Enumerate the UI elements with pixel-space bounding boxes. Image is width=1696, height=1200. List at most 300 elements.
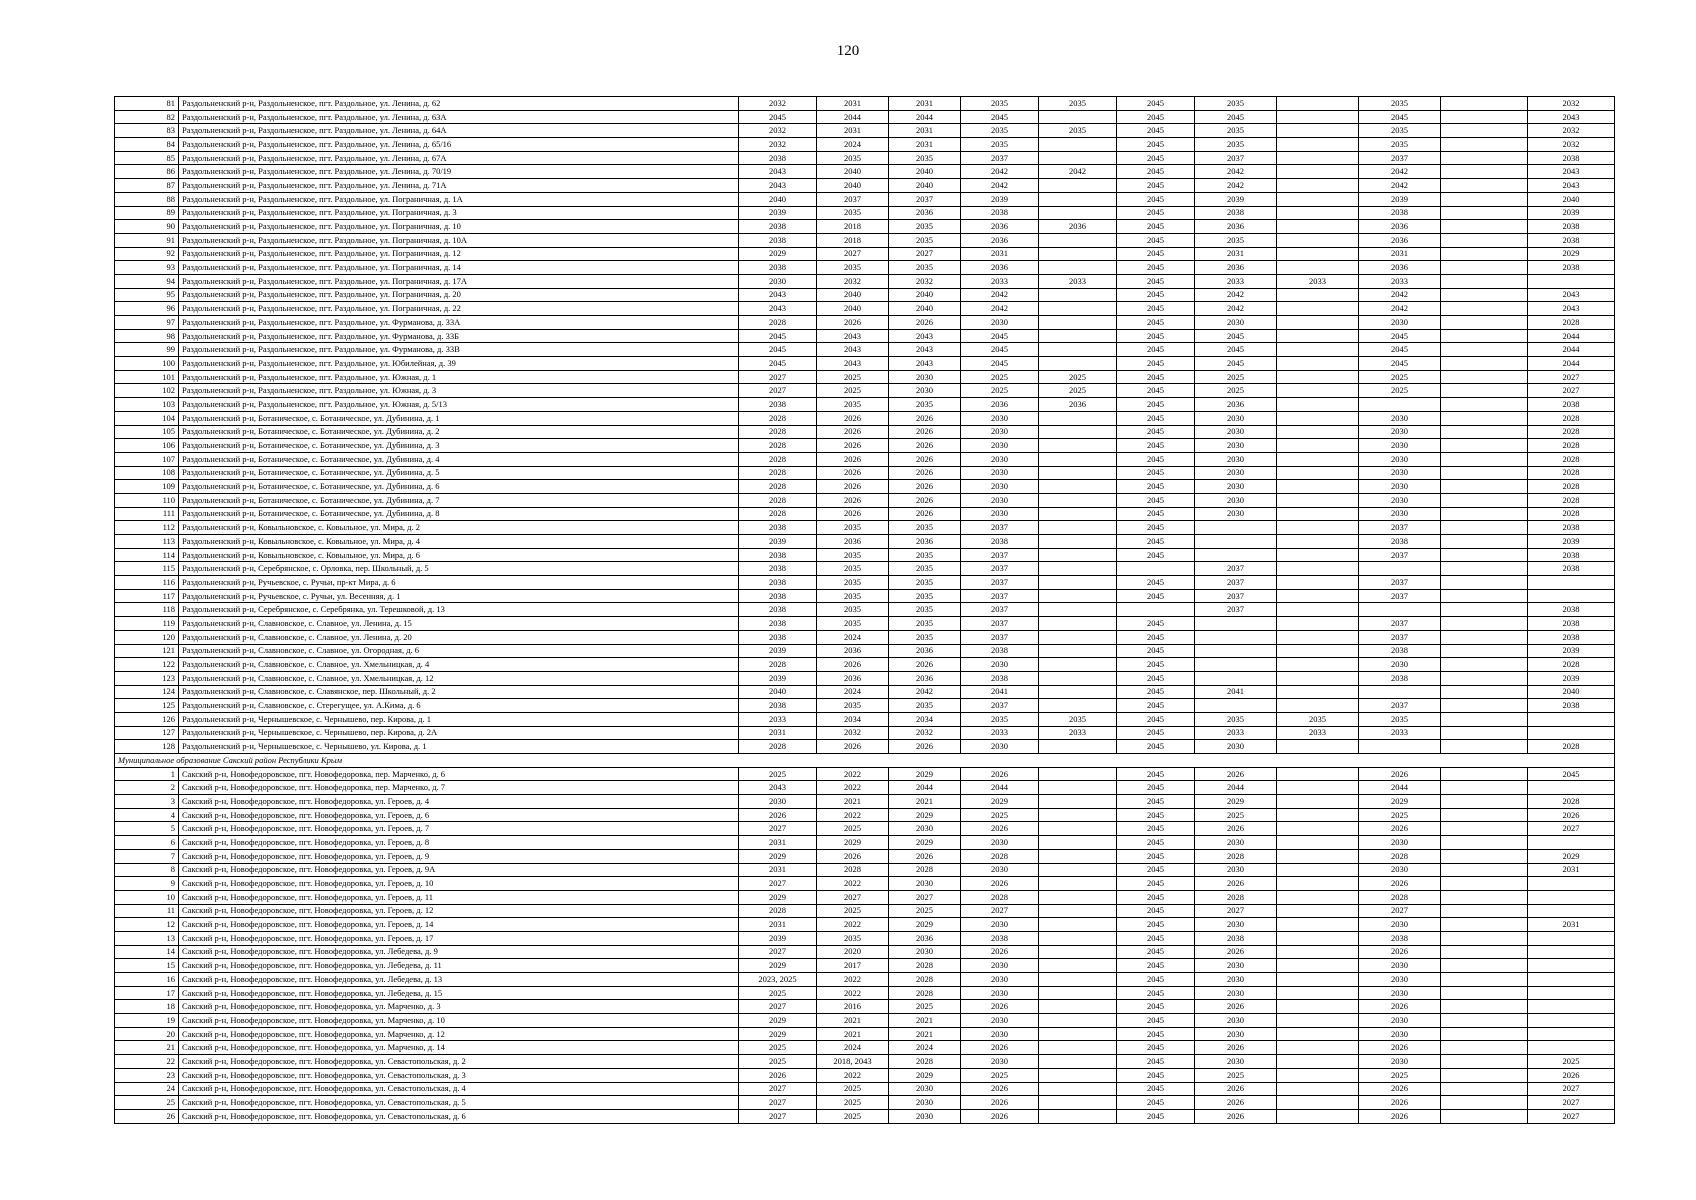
year-cell: 2028 [739, 452, 817, 466]
year-cell [1039, 288, 1117, 302]
year-cell: 2045 [1117, 890, 1195, 904]
table-row [115, 398, 1615, 412]
year-cell: 2031 [739, 918, 817, 932]
address-cell: Раздольненский р-н, Раздольненское, пгт. Раздольное, ул. Ленина, д. 62 [179, 97, 739, 111]
year-cell [1441, 1109, 1528, 1123]
year-cell [1277, 220, 1359, 234]
address-cell: Раздольненский р-н, Раздольненское, пгт. Раздольное, ул. Пограничная, д. 22 [179, 302, 739, 316]
year-cell: 2025 [739, 767, 817, 781]
year-cell [1277, 97, 1359, 111]
row-number: 104 [115, 411, 179, 425]
year-cell: 2035 [817, 699, 889, 713]
year-cell: 2045 [1117, 1041, 1195, 1055]
year-cell [1277, 411, 1359, 425]
year-cell: 2038 [739, 562, 817, 576]
year-cell [1277, 918, 1359, 932]
row-number: 23 [115, 1068, 179, 1082]
year-cell: 2026 [889, 740, 961, 754]
row-number: 26 [115, 1109, 179, 1123]
year-cell: 2045 [739, 343, 817, 357]
year-cell: 2022 [817, 1068, 889, 1082]
year-cell [1039, 795, 1117, 809]
address-cell: Сакский р-н, Новофедоровское, пгт. Новофедоровка, ул. Героев, д. 12 [179, 904, 739, 918]
year-cell [1441, 671, 1528, 685]
year-cell [1039, 658, 1117, 672]
year-cell: 2044 [889, 110, 961, 124]
table-row [115, 740, 1615, 754]
year-cell [1441, 617, 1528, 631]
year-cell [1039, 1109, 1117, 1123]
year-cell: 2045 [1117, 411, 1195, 425]
year-cell: 2036 [1195, 261, 1277, 275]
year-cell: 2030 [1195, 918, 1277, 932]
year-cell [1277, 316, 1359, 330]
year-cell [1441, 822, 1528, 836]
year-cell: 2030 [889, 945, 961, 959]
row-number: 123 [115, 671, 179, 685]
year-cell [1528, 1000, 1615, 1014]
year-cell: 2042 [1195, 302, 1277, 316]
year-cell: 2038 [1528, 521, 1615, 535]
year-cell: 2030 [1195, 480, 1277, 494]
year-cell: 2030 [739, 274, 817, 288]
year-cell: 2032 [889, 274, 961, 288]
year-cell: 2035 [817, 931, 889, 945]
table-row [115, 165, 1615, 179]
year-cell: 2026 [961, 1082, 1039, 1096]
year-cell: 2030 [961, 466, 1039, 480]
year-cell: 2030 [961, 658, 1039, 672]
year-cell: 2029 [739, 1014, 817, 1028]
table-row [115, 562, 1615, 576]
year-cell: 2038 [1528, 233, 1615, 247]
year-cell: 2035 [889, 220, 961, 234]
year-cell [1039, 138, 1117, 152]
year-cell: 2031 [1528, 918, 1615, 932]
year-cell [1277, 822, 1359, 836]
row-number: 88 [115, 192, 179, 206]
year-cell: 2022 [817, 918, 889, 932]
year-cell: 2022 [817, 973, 889, 987]
year-cell [1441, 589, 1528, 603]
year-cell: 2033 [1039, 726, 1117, 740]
row-number: 115 [115, 562, 179, 576]
year-cell: 2035 [817, 206, 889, 220]
year-cell: 2037 [1359, 589, 1441, 603]
row-number: 98 [115, 329, 179, 343]
year-cell: 2045 [1117, 370, 1195, 384]
address-cell: Сакский р-н, Новофедоровское, пгт. Новофедоровка, ул. Героев, д. 14 [179, 918, 739, 932]
year-cell: 2027 [889, 890, 961, 904]
year-cell: 2035 [1195, 97, 1277, 111]
year-cell [1277, 507, 1359, 521]
year-cell [1441, 1055, 1528, 1069]
year-cell: 2045 [1117, 822, 1195, 836]
table-row [115, 685, 1615, 699]
year-cell: 2045 [1117, 1096, 1195, 1110]
year-cell: 2029 [739, 849, 817, 863]
year-cell: 2030 [889, 370, 961, 384]
year-cell: 2026 [1528, 808, 1615, 822]
year-cell: 2036 [889, 206, 961, 220]
row-number: 112 [115, 521, 179, 535]
year-cell: 2045 [1117, 767, 1195, 781]
year-cell [1039, 877, 1117, 891]
year-cell [1277, 1082, 1359, 1096]
address-cell: Раздольненский р-н, Ботаническое, с. Ботаническое, ул. Дубинина, д. 7 [179, 493, 739, 507]
year-cell: 2037 [961, 548, 1039, 562]
table-row [115, 206, 1615, 220]
year-cell: 2045 [1117, 357, 1195, 371]
year-cell [1277, 973, 1359, 987]
year-cell: 2033 [961, 726, 1039, 740]
year-cell: 2025 [1195, 384, 1277, 398]
row-number: 120 [115, 630, 179, 644]
year-cell [1277, 795, 1359, 809]
year-cell: 2038 [739, 630, 817, 644]
year-cell [1039, 507, 1117, 521]
year-cell: 2038 [1195, 206, 1277, 220]
year-cell: 2040 [739, 192, 817, 206]
address-cell: Раздольненский р-н, Раздольненское, пгт. Раздольное, ул. Пограничная, д. 1А [179, 192, 739, 206]
row-number: 111 [115, 507, 179, 521]
year-cell: 2045 [1117, 521, 1195, 535]
year-cell [1195, 617, 1277, 631]
year-cell: 2043 [817, 357, 889, 371]
year-cell [1441, 904, 1528, 918]
year-cell: 2038 [961, 535, 1039, 549]
table-row [115, 493, 1615, 507]
year-cell [1441, 795, 1528, 809]
year-cell [1277, 1014, 1359, 1028]
year-cell: 2045 [1359, 343, 1441, 357]
year-cell: 2026 [889, 466, 961, 480]
year-cell [1441, 439, 1528, 453]
year-cell [1441, 261, 1528, 275]
year-cell [1441, 603, 1528, 617]
year-cell: 2036 [1359, 261, 1441, 275]
year-cell: 2026 [1359, 1041, 1441, 1055]
year-cell: 2028 [1528, 452, 1615, 466]
year-cell: 2043 [1528, 110, 1615, 124]
year-cell [1441, 740, 1528, 754]
year-cell [1359, 740, 1441, 754]
year-cell: 2040 [889, 179, 961, 193]
row-number: 118 [115, 603, 179, 617]
year-cell: 2045 [1117, 329, 1195, 343]
address-cell: Сакский р-н, Новофедоровское, пгт. Новофедоровка, пер. Марченко, д. 6 [179, 767, 739, 781]
year-cell: 2045 [1117, 726, 1195, 740]
address-cell: Раздольненский р-н, Раздольненское, пгт. Раздольное, ул. Южная, д. 3 [179, 384, 739, 398]
year-cell [1277, 808, 1359, 822]
year-cell [1277, 398, 1359, 412]
year-cell [1277, 986, 1359, 1000]
year-cell: 2025 [817, 1096, 889, 1110]
row-number: 19 [115, 1014, 179, 1028]
year-cell [1277, 767, 1359, 781]
address-cell: Раздольненский р-н, Славновское, с. Стерегущее, ул. А.Кима, д. 6 [179, 699, 739, 713]
year-cell: 2044 [1528, 343, 1615, 357]
year-cell: 2043 [889, 343, 961, 357]
year-cell: 2038 [1528, 630, 1615, 644]
year-cell: 2030 [961, 411, 1039, 425]
year-cell: 2025 [817, 1109, 889, 1123]
table-row [115, 439, 1615, 453]
year-cell: 2017 [817, 959, 889, 973]
year-cell [1039, 521, 1117, 535]
year-cell: 2028 [1528, 411, 1615, 425]
year-cell: 2021 [889, 795, 961, 809]
year-cell: 2026 [739, 1068, 817, 1082]
year-cell: 2026 [889, 507, 961, 521]
year-cell [1441, 685, 1528, 699]
year-cell [1441, 808, 1528, 822]
table-row [115, 261, 1615, 275]
year-cell: 2026 [889, 316, 961, 330]
year-cell [1277, 576, 1359, 590]
year-cell: 2031 [889, 138, 961, 152]
year-cell: 2036 [961, 233, 1039, 247]
address-cell: Раздольненский р-н, Славновское, с. Славянское, пер. Школьный, д. 2 [179, 685, 739, 699]
year-cell: 2037 [1359, 699, 1441, 713]
year-cell [1277, 261, 1359, 275]
year-cell: 2030 [1359, 493, 1441, 507]
table-row [115, 658, 1615, 672]
year-cell: 2042 [1039, 165, 1117, 179]
year-cell: 2045 [1117, 836, 1195, 850]
table-row [115, 959, 1615, 973]
year-cell [1039, 425, 1117, 439]
year-cell: 2032 [739, 97, 817, 111]
year-cell: 2026 [817, 425, 889, 439]
year-cell: 2030 [961, 452, 1039, 466]
year-cell: 2018, 2043 [817, 1055, 889, 1069]
year-cell: 2038 [1359, 671, 1441, 685]
year-cell [1039, 822, 1117, 836]
year-cell: 2036 [889, 535, 961, 549]
year-cell: 2031 [961, 247, 1039, 261]
table-row [115, 699, 1615, 713]
year-cell: 2022 [817, 808, 889, 822]
row-number: 85 [115, 151, 179, 165]
year-cell: 2036 [817, 671, 889, 685]
year-cell: 2026 [1359, 1109, 1441, 1123]
row-number: 99 [115, 343, 179, 357]
row-number: 128 [115, 740, 179, 754]
year-cell: 2030 [1195, 452, 1277, 466]
year-cell [1277, 192, 1359, 206]
table-row [115, 918, 1615, 932]
year-cell: 2036 [1359, 233, 1441, 247]
address-cell: Сакский р-н, Новофедоровское, пгт. Новофедоровка, ул. Лебедева, д. 15 [179, 986, 739, 1000]
year-cell [1277, 493, 1359, 507]
year-cell [1528, 931, 1615, 945]
year-cell: 2028 [1528, 507, 1615, 521]
year-cell: 2030 [1359, 466, 1441, 480]
address-cell: Раздольненский р-н, Раздольненское, пгт. Раздольное, ул. Пограничная, д. 10А [179, 233, 739, 247]
year-cell: 2045 [1117, 1000, 1195, 1014]
table-row [115, 535, 1615, 549]
year-cell: 2030 [1195, 493, 1277, 507]
year-cell [1277, 466, 1359, 480]
year-cell: 2045 [961, 343, 1039, 357]
year-cell: 2045 [1117, 685, 1195, 699]
table-row [115, 808, 1615, 822]
year-cell [1441, 138, 1528, 152]
year-cell: 2033 [961, 274, 1039, 288]
year-cell: 2030 [1195, 466, 1277, 480]
year-cell: 2030 [1195, 1014, 1277, 1028]
year-cell: 2035 [817, 603, 889, 617]
year-cell [1039, 343, 1117, 357]
year-cell [1277, 357, 1359, 371]
year-cell [1277, 658, 1359, 672]
year-cell [1039, 630, 1117, 644]
year-cell: 2038 [739, 699, 817, 713]
year-cell: 2030 [1195, 411, 1277, 425]
year-cell: 2022 [817, 767, 889, 781]
year-cell: 2044 [1528, 329, 1615, 343]
year-cell [1441, 493, 1528, 507]
year-cell: 2030 [1195, 973, 1277, 987]
year-cell: 2037 [1195, 589, 1277, 603]
address-cell: Сакский р-н, Новофедоровское, пгт. Новофедоровка, ул. Севастопольская, д. 5 [179, 1096, 739, 1110]
address-cell: Раздольненский р-н, Ботаническое, с. Ботаническое, ул. Дубинина, д. 6 [179, 480, 739, 494]
year-cell [1277, 685, 1359, 699]
year-cell: 2045 [1117, 1082, 1195, 1096]
year-cell [1039, 589, 1117, 603]
year-cell [1039, 918, 1117, 932]
year-cell: 2040 [889, 302, 961, 316]
year-cell: 2030 [1359, 1014, 1441, 1028]
year-cell [1039, 767, 1117, 781]
address-cell: Раздольненский р-н, Раздольненское, пгт. Раздольное, ул. Пограничная, д. 10 [179, 220, 739, 234]
year-cell: 2038 [961, 644, 1039, 658]
table-row [115, 671, 1615, 685]
year-cell: 2039 [739, 535, 817, 549]
year-cell [1528, 274, 1615, 288]
year-cell [1039, 576, 1117, 590]
address-cell: Сакский р-н, Новофедоровское, пгт. Новофедоровка, ул. Марченко, д. 12 [179, 1027, 739, 1041]
year-cell [1039, 699, 1117, 713]
year-cell: 2031 [1359, 247, 1441, 261]
year-cell [1277, 589, 1359, 603]
year-cell: 2026 [1528, 1068, 1615, 1082]
year-cell: 2026 [1359, 767, 1441, 781]
year-cell: 2030 [961, 973, 1039, 987]
year-cell: 2045 [1117, 261, 1195, 275]
year-cell: 2027 [817, 247, 889, 261]
address-cell: Сакский р-н, Новофедоровское, пгт. Новофедоровка, ул. Марченко, д. 14 [179, 1041, 739, 1055]
year-cell: 2031 [1195, 247, 1277, 261]
row-number: 4 [115, 808, 179, 822]
year-cell [1441, 1096, 1528, 1110]
address-cell: Раздольненский р-н, Серебрянское, с. Орловка, пер. Школьный, д. 5 [179, 562, 739, 576]
year-cell: 2045 [961, 110, 1039, 124]
year-cell: 2041 [961, 685, 1039, 699]
year-cell [1039, 1082, 1117, 1096]
year-cell: 2036 [1195, 220, 1277, 234]
year-cell: 2035 [1039, 712, 1117, 726]
year-cell [1277, 370, 1359, 384]
year-cell [1359, 603, 1441, 617]
address-cell: Раздольненский р-н, Раздольненское, пгт. Раздольное, ул. Ленина, д. 63А [179, 110, 739, 124]
year-cell: 2038 [1359, 644, 1441, 658]
year-cell [1039, 1014, 1117, 1028]
year-cell [1441, 521, 1528, 535]
row-number: 126 [115, 712, 179, 726]
year-cell: 2030 [1359, 986, 1441, 1000]
year-cell: 2028 [739, 740, 817, 754]
row-number: 82 [115, 110, 179, 124]
year-cell: 2028 [817, 863, 889, 877]
year-cell [1039, 535, 1117, 549]
year-cell [1528, 781, 1615, 795]
year-cell: 2040 [817, 302, 889, 316]
year-cell: 2035 [817, 589, 889, 603]
year-cell: 2038 [1359, 206, 1441, 220]
row-number: 18 [115, 1000, 179, 1014]
year-cell: 2030 [961, 959, 1039, 973]
year-cell: 2045 [1117, 398, 1195, 412]
year-cell: 2033 [1195, 726, 1277, 740]
year-cell: 2026 [889, 480, 961, 494]
table-row [115, 247, 1615, 261]
year-cell: 2043 [739, 165, 817, 179]
year-cell: 2037 [961, 589, 1039, 603]
year-cell: 2038 [739, 220, 817, 234]
year-cell [1441, 726, 1528, 740]
address-cell: Сакский р-н, Новофедоровское, пгт. Новофедоровка, ул. Лебедева, д. 11 [179, 959, 739, 973]
year-cell: 2030 [1359, 452, 1441, 466]
year-cell [1441, 343, 1528, 357]
year-cell: 2031 [739, 836, 817, 850]
row-number: 125 [115, 699, 179, 713]
year-cell: 2030 [1195, 863, 1277, 877]
year-cell [1441, 535, 1528, 549]
year-cell: 2039 [1359, 192, 1441, 206]
year-cell: 2029 [1528, 247, 1615, 261]
year-cell [1039, 493, 1117, 507]
year-cell: 2026 [1195, 945, 1277, 959]
year-cell: 2029 [1195, 795, 1277, 809]
year-cell: 2043 [889, 357, 961, 371]
address-cell: Раздольненский р-н, Ботаническое, с. Ботаническое, ул. Дубинина, д. 1 [179, 411, 739, 425]
year-cell [1039, 192, 1117, 206]
year-cell: 2045 [961, 329, 1039, 343]
year-cell: 2025 [961, 384, 1039, 398]
year-cell: 2026 [961, 1109, 1039, 1123]
year-cell [1277, 1000, 1359, 1014]
table-row [115, 617, 1615, 631]
year-cell [1441, 384, 1528, 398]
row-number: 83 [115, 124, 179, 138]
year-cell [1441, 425, 1528, 439]
year-cell: 2045 [1117, 589, 1195, 603]
year-cell: 2035 [889, 548, 961, 562]
address-cell: Раздольненский р-н, Ручьевское, с. Ручьи, ул. Весенняя, д. 1 [179, 589, 739, 603]
year-cell: 2026 [961, 822, 1039, 836]
table-row [115, 110, 1615, 124]
year-cell: 2030 [1195, 1027, 1277, 1041]
year-cell [1039, 151, 1117, 165]
year-cell: 2043 [817, 343, 889, 357]
year-cell [1039, 931, 1117, 945]
year-cell [1441, 302, 1528, 316]
year-cell: 2045 [1117, 480, 1195, 494]
year-cell: 2045 [1117, 233, 1195, 247]
year-cell [1528, 904, 1615, 918]
